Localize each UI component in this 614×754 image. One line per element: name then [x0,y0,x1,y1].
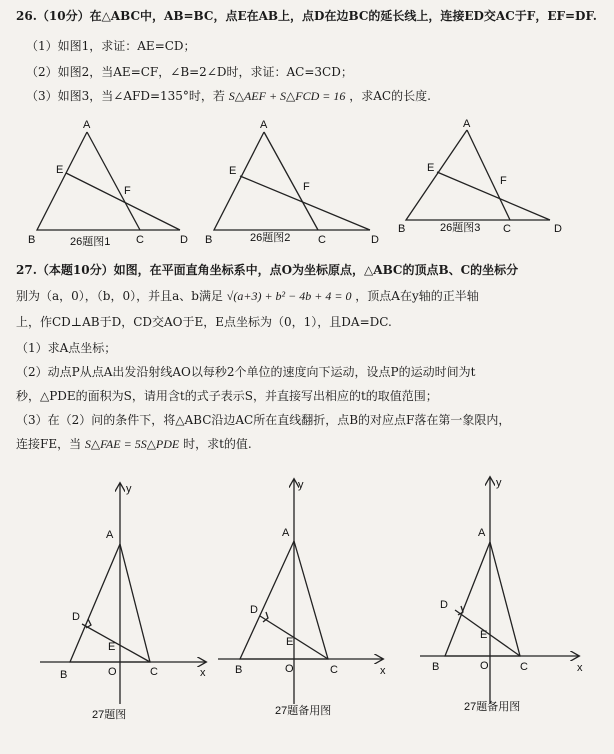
q27-fig3-A: A [478,527,486,539]
q27-fig3-caption: 27题备用图 [464,701,521,713]
q27-fig3-D: D [440,599,448,611]
q27-line3: 上，作CD⊥AB于D，CD交AO于E，E点坐标为（0，1），且DA=DC. [16,315,392,329]
q26-header: 26.（10分）在△ABC中，AB=BC，点E在AB上，点D在边BC的延长线上，连接ED交AC于F，EF=DF. [16,9,597,23]
fig1-caption: 26题图1 [70,236,111,248]
q27-fig3-C: C [520,661,528,673]
q26-part1: （1）如图1，求证：AE=CD； [26,39,196,53]
fig2-caption: 26题图2 [250,232,291,244]
q27-part3a: （3）在（2）问的条件下，将△ABC沿边AC所在直线翻折，点B的对应点F落在第一象限内， [16,413,511,427]
q27-part3b [16,436,252,452]
q27-fig3-x: x [577,662,583,674]
fig1-label-C: C [136,234,144,246]
fig2-label-C: C [318,234,326,246]
q27-fig2-E: E [286,636,294,648]
fig2-label-F: F [303,181,310,193]
q27-fig2-x: x [380,665,386,677]
q26-part3-formula: S△AEF + S△FCD = 16 [228,89,346,103]
fig3-label-E: E [427,162,435,174]
q27-line2-formula: √(a+3) + b² − 4b + 4 = 0 [226,289,352,303]
fig3-label-B: B [398,223,406,235]
q26-part2: （2）如图2，当AE=CF，∠B=2∠D时，求证：AC=3CD； [26,65,353,79]
q27-fig1-y: y [126,483,132,495]
fig1-label-E: E [56,164,64,176]
fig2-label-A: A [260,119,268,131]
q27-line1: 27.（本题10分）如图，在平面直角坐标系中，点O为坐标原点，△ABC的顶点B、C的坐标分 [16,263,519,277]
fig3-label-A: A [463,118,471,130]
fig1-label-D: D [180,234,188,246]
fig3-caption: 26题图3 [440,222,481,234]
fig1-label-F: F [124,185,131,197]
q27-fig3-B: B [432,661,440,673]
q27-fig1-C: C [150,666,158,678]
q27-part2b: 秒，△PDE的面积为S，请用含t的式子表示S，并直接写出相应的t的取值范围； [16,389,438,403]
q27-fig2-A: A [282,527,290,539]
q27-part3b-prefix: 连接FE，当 [16,437,82,451]
q27-fig2-y: y [298,479,304,491]
fig3-label-F: F [500,175,507,187]
q27-fig2-O: O [285,663,294,675]
q26-figures [0,118,614,368]
fig1-label-A: A [83,119,91,131]
fig1-label-B: B [28,234,36,246]
fig2-label-E: E [229,165,237,177]
q26-part3-prefix: （3）如图3，当∠AFD=135°时，若 [26,89,225,103]
q26-part3 [26,88,431,104]
fig2-label-D: D [371,234,379,246]
q27-line2-prefix: 别为（a，0），（b，0），并且a、b满足 [16,289,223,303]
q27-fig1-O: O [108,666,117,678]
fig3-label-C: C [503,223,511,235]
q27-part2a: （2）动点P从点A出发沿射线AO以每秒2个单位的速度向下运动，设点P的运动时间为t [16,365,476,379]
q27-fig2-B: B [235,664,243,676]
q27-fig2-C: C [330,664,338,676]
fig3-label-D: D [554,223,562,235]
q27-part1: （1）求A点坐标； [16,341,117,355]
q27-fig3-y: y [496,477,502,489]
q27-fig1-E: E [108,641,116,653]
q27-figures [0,464,614,754]
q27-part3b-suffix: 时，求t的值. [183,437,252,451]
q27-fig1-x: x [200,667,206,679]
q27-line2 [16,288,479,304]
q27-fig1-caption: 27题图 [92,709,127,721]
fig2-label-B: B [205,234,213,246]
q27-fig2-D: D [250,604,258,616]
q26-part3-suffix: ，求AC的长度. [349,89,431,103]
q27-fig3-E: E [480,629,488,641]
q27-part3b-formula: S△FAE = 5S△PDE [84,437,180,451]
q27-fig3-O: O [480,660,489,672]
q27-fig1-D: D [72,611,80,623]
q27-fig2-caption: 27题备用图 [275,705,332,717]
q27-line2-suffix: ，顶点A在y轴的正半轴 [355,289,479,303]
q27-fig1-B: B [60,669,68,681]
q27-fig1-A: A [106,529,114,541]
